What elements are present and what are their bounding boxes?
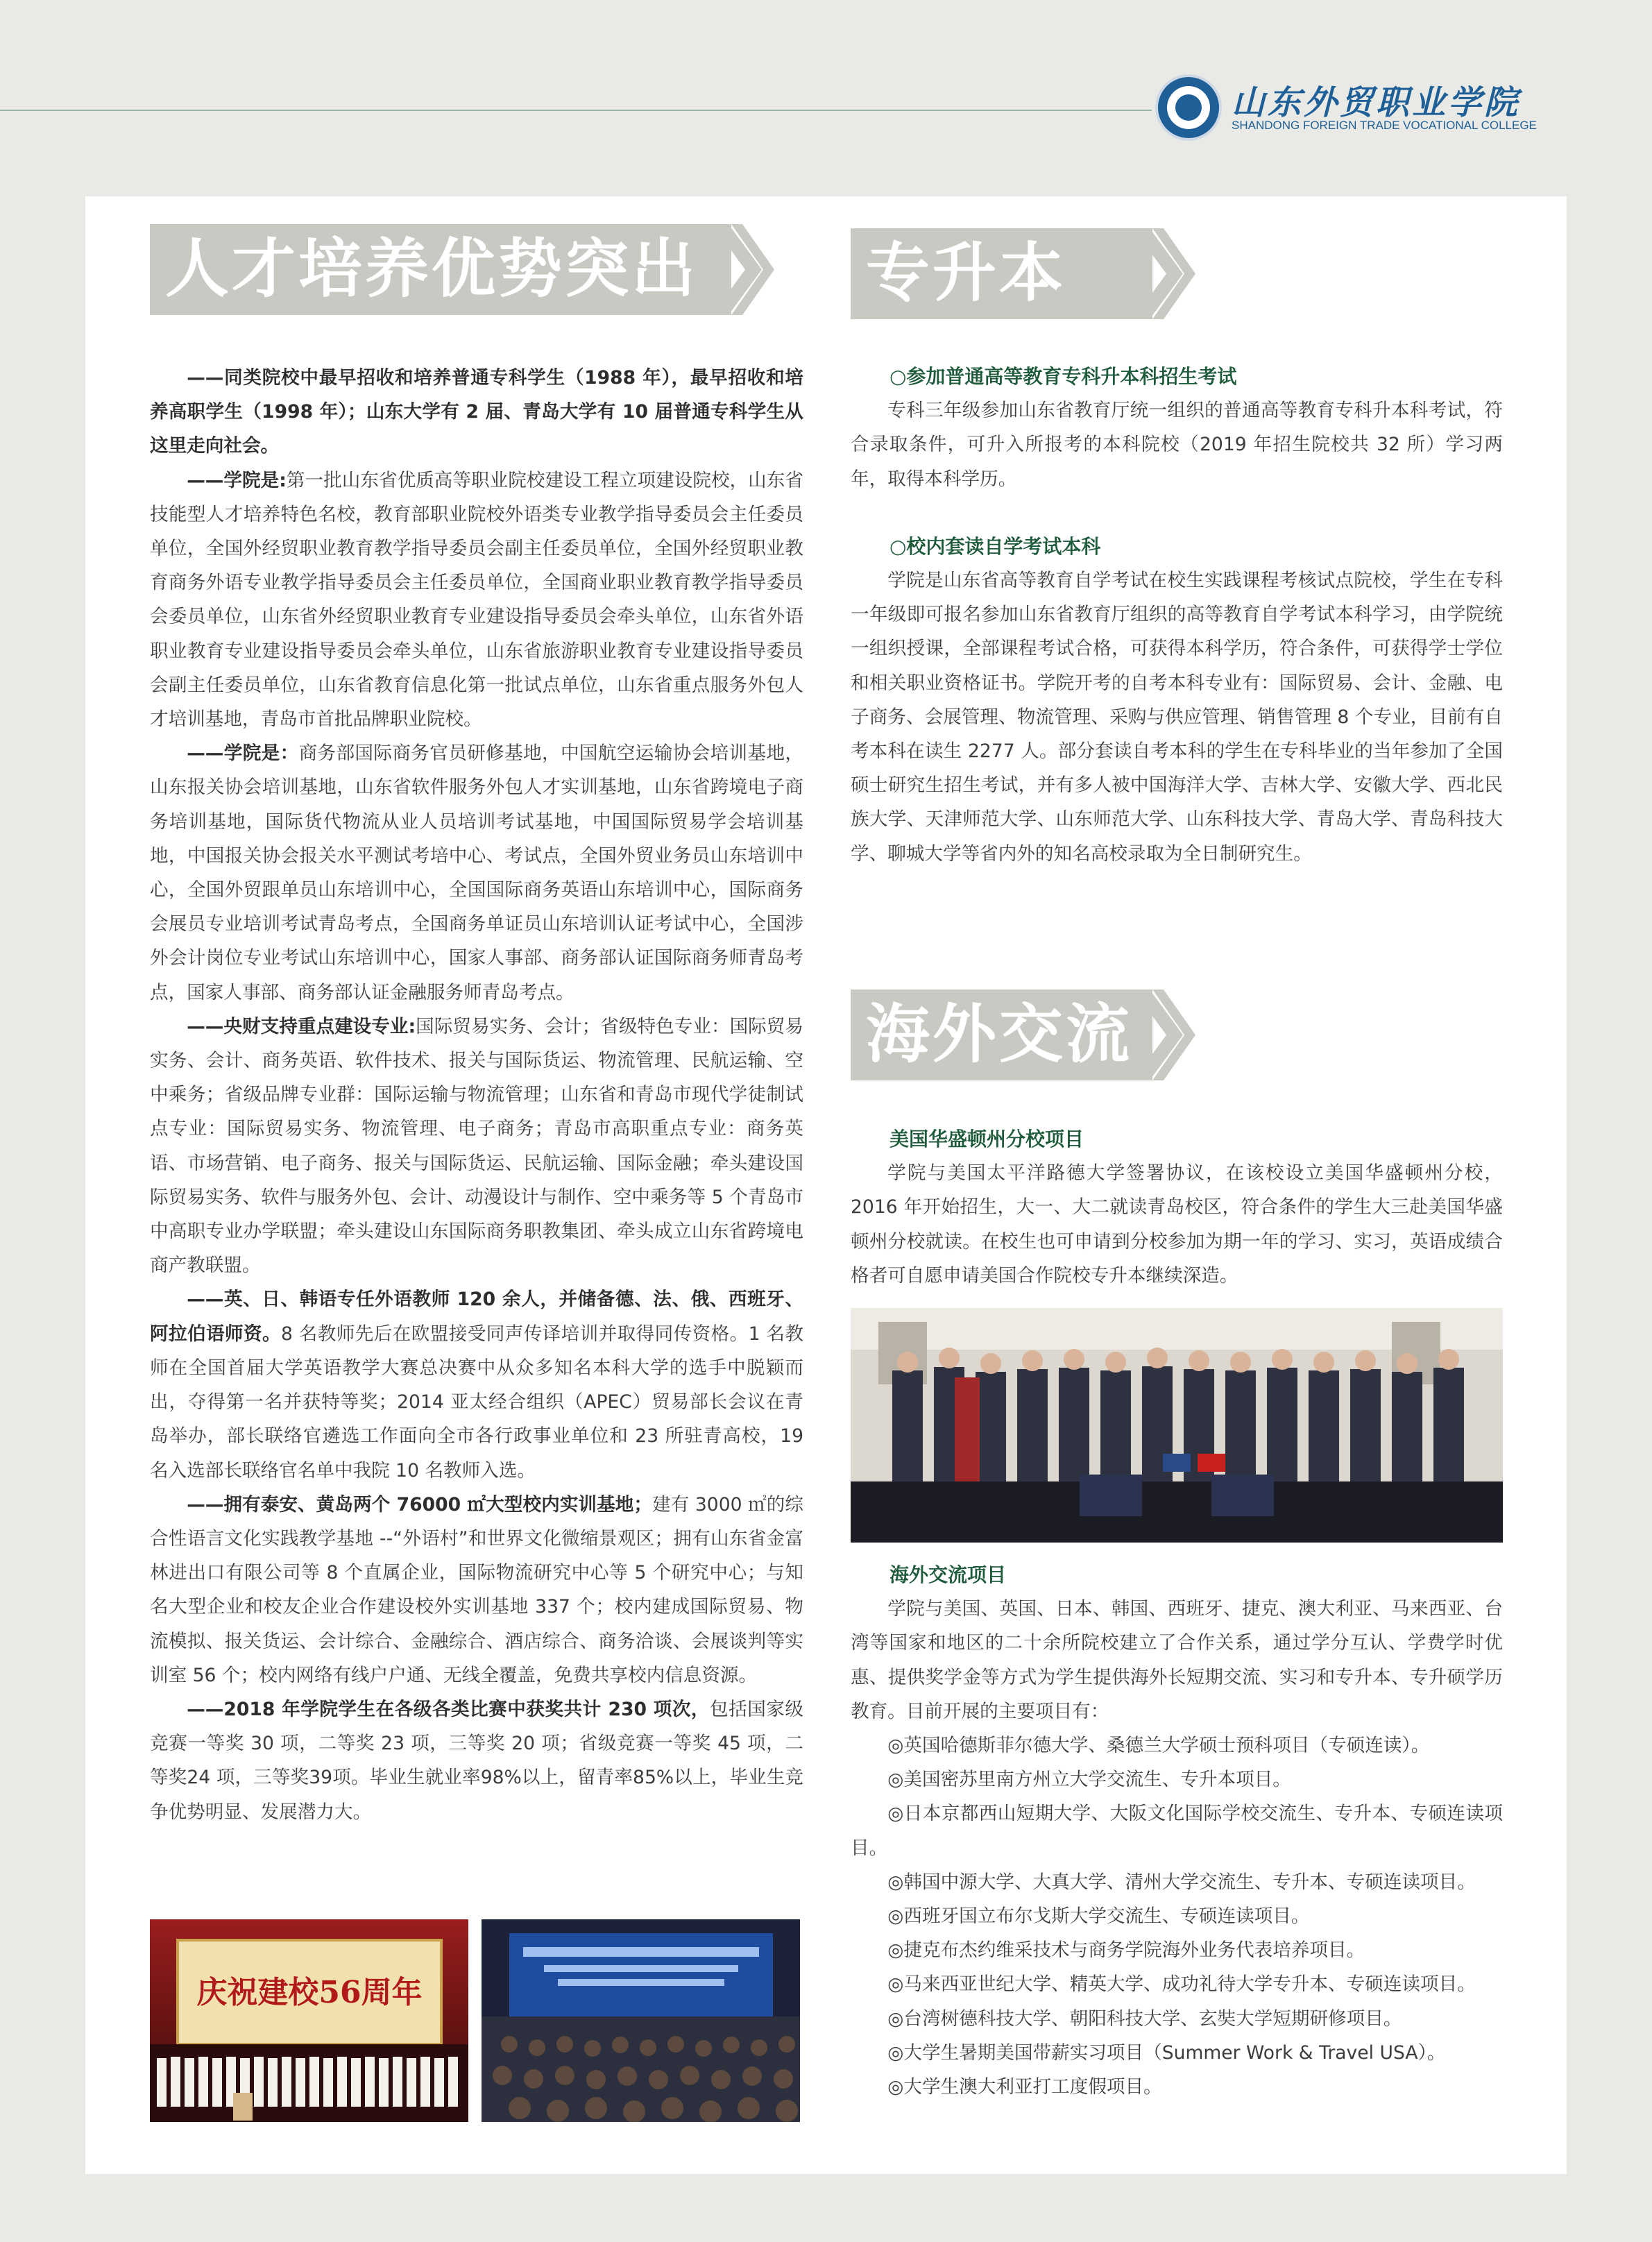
para-awards xyxy=(150,1692,803,1829)
heading-talent xyxy=(150,224,731,315)
heading-upgrade xyxy=(851,228,1152,319)
para-college-is-2-lead: ——学院是： xyxy=(187,742,299,765)
para-college-is-1-text: 第一批山东省优质高等职业院校建设工程立项建设院校，山东省技能型人才培养特色名校，教育部职业院校外语类专业教学指导委员会主任委员单位，全国外经贸职业教育教学指导委员会副主任委员单位，全国外经贸职业教育商务外语专业教学指导委员会主任委员单位，全国商业职业教育教学指导委员会委员单位，山东省外经贸职业教育专业建设指导委员会牵头单位，山东省外语职业教育专业建设指导委员会牵头单位，山东省旅游职业教育专业建设指导委员会副主任委员单位，山东省教育信息化第一批试点单位，山东省重点服务外包人才培训基地，青岛市首批品牌职业院校。 xyxy=(150,469,804,731)
heading-overseas-text: 海外交流 xyxy=(866,996,1133,1071)
chevron-arrow-icon xyxy=(712,224,774,315)
para-college-is-2 xyxy=(150,736,803,1010)
para-teachers xyxy=(150,1282,803,1487)
para-awards-lead: ——2018 年学院学生在各级各类比赛中获奖共计 230 项次， xyxy=(187,1698,710,1720)
para-majors-text: 国际贸易实务、会计；省级特色专业：国际贸易实务、会计、商务英语、软件技术、报关与国际货运、物流管理、民航运输、空中乘务；省级品牌专业群：国际运输与物流管理；山东省和青岛市现代学徒制试点专业：国际贸易实务、物流管理、电子商务；青岛市高职重点专业：商务英语、市场营销、电子商务、报关与国际货运、民航运输、国际金融；牵头建设国际贸易实务、软件与服务外包、会计、动漫设计与制作、空中乘务等 5 个青岛市中高职专业办学联盟；牵头建设山东国际商务职教集团、牵头成立山东省跨境电商产教联盟。 xyxy=(150,1015,804,1277)
heading-talent-text: 人才培养优势突出 xyxy=(165,231,699,306)
list-item: ◎大学生澳大利亚打工度假项目。 xyxy=(887,2076,1162,2098)
header-rule xyxy=(0,110,1152,111)
college-seal-icon xyxy=(1155,74,1222,141)
para-majors-lead: ——央财支持重点建设专业: xyxy=(187,1015,416,1037)
sub-heading-overseas-projects: 海外交流项目 xyxy=(889,1563,1007,1586)
right-column-overseas-2 xyxy=(851,1558,1503,2104)
para-overseas-projects: 学院与美国、英国、日本、韩国、西班牙、捷克、澳大利亚、马来西亚、台湾等国家和地区的二十余所院校建立了合作关系，通过学分互认、学费学时优惠、提供奖学金等方式为学生提供海外长短期交流、实习和专升本、专升硕学历教育。目前开展的主要项目有： xyxy=(851,1598,1503,1722)
list-item: ◎韩国中源大学、大真大学、清州大学交流生、专升本、专硕连读项目。 xyxy=(887,1871,1476,1893)
para-self-study: 学院是山东省高等教育自学考试在校生实践课程考核试点院校，学生在专科一年级即可报名参加山东省教育厅组织的高等教育自学考试本科学习，由学院统一组织授课，全部课程考试合格，可获得本科学历，符合条件，可获得学士学位和相关职业资格证书。学院开考的自考本科专业有：国际贸易、会计、金融、电子商务、会展管理、物流管理、采购与供应管理、销售管理 8 个专业，目前有自考本科在读生 2277 人。部分套读自考本科的学生在专科毕业的当年参加了全国硕士研究生招生考试，并有多人被中国海洋大学、吉林大学、安徽大学、西北民族大学、天津师范大学、山东师范大学、山东科技大学、青岛大学、青岛科技大学、聊城大学等省内外的知名高校录取为全日制研究生。 xyxy=(851,570,1503,865)
right-column-upgrade xyxy=(851,359,1503,871)
right-column-overseas-1 xyxy=(851,1122,1503,1293)
chevron-arrow-icon xyxy=(1133,990,1195,1080)
anniversary-banner-text: 庆祝建校56周年 xyxy=(196,1975,423,2010)
sub-heading-washington: 美国华盛顿州分校项目 xyxy=(889,1128,1084,1150)
list-item: ◎英国哈德斯菲尔德大学、桑德兰大学硕士预科项目（专硕连读）。 xyxy=(887,1735,1430,1757)
para-facilities-lead: ——拥有泰安、黄岛两个 76000 ㎡大型校内实训基地； xyxy=(187,1493,652,1515)
list-item: ◎西班牙国立布尔戈斯大学交流生、专硕连读项目。 xyxy=(887,1905,1310,1928)
para-college-is-2-text: 商务部国际商务官员研修基地，中国航空运输协会培训基地，山东报关协会培训基地，山东省软件服务外包人才实训基地，山东省跨境电子商务培训基地，国际货代物流从业人员培训考试基地，中国国际贸易学会培训基地，中国报关协会报关水平测试考培中心、考试点，全国外贸业务员山东培训中心，全国外贸跟单员山东培训中心，全国国际商务英语山东培训中心，国际商务会展员专业培训考试青岛考点，全国商务单证员山东培训认证考试中心，全国涉外会计岗位专业考试山东培训中心，国家人事部、商务部认证国际商务师青岛考点，国家人事部、商务部认证金融服务师青岛考点。 xyxy=(150,742,804,1003)
heading-overseas xyxy=(851,990,1152,1080)
list-item: ◎捷克布杰约维采技术与商务学院海外业务代表培养项目。 xyxy=(887,1939,1365,1962)
para-college-is-1 xyxy=(150,464,803,737)
para-history xyxy=(150,361,803,464)
para-college-is-1-lead: ——学院是: xyxy=(187,469,287,491)
para-majors xyxy=(150,1010,803,1283)
para-exam: 专科三年级参加山东省教育厅统一组织的普通高等教育专科升本科考试，符合录取条件，可升入所报考的本科院校（2019 年招生院校共 32 所）学习两年，取得本科学历。 xyxy=(851,400,1503,490)
logo-chinese-name: 山东外贸职业学院 xyxy=(1232,83,1521,122)
chevron-arrow-icon xyxy=(1133,228,1195,319)
college-logo xyxy=(1155,73,1544,149)
left-column xyxy=(150,361,803,1829)
photo-conference-hall xyxy=(482,1919,800,2122)
sub-heading-exam: ○参加普通高等教育专科升本科招生考试 xyxy=(889,365,1237,388)
list-item: ◎台湾树德科技大学、朝阳科技大学、玄奘大学短期研修项目。 xyxy=(887,2007,1402,2030)
para-awards-text: 包括国家级竞赛一等奖 30 项，二等奖 23 项，三等奖 20 项；省级竞赛一等奖 45 项，二等奖24 项，三等奖39项。毕业生就业率98%以上，留青率85%以上，毕业生竞争优势明显、发展潜力大。 xyxy=(150,1698,803,1823)
sub-heading-self-study: ○校内套读自学考试本科 xyxy=(889,534,1101,558)
photo-anniversary-ceremony xyxy=(150,1919,468,2122)
photo-signing-ceremony xyxy=(851,1308,1503,1543)
list-item: ◎大学生暑期美国带薪实习项目（Summer Work & Travel USA）。 xyxy=(887,2041,1446,2064)
list-item: ◎美国密苏里南方州立大学交流生、专升本项目。 xyxy=(887,1769,1291,1791)
logo-english-name: SHANDONG FOREIGN TRADE VOCATIONAL COLLEGE xyxy=(1232,119,1537,132)
para-washington: 学院与美国太平洋路德大学签署协议，在该校设立美国华盛顿州分校，2016 年开始招生，大一、大二就读青岛校区，符合条件的学生大三赴美国华盛顿州分校就读。在校生也可申请到分校参加为期一年的学习、实习，英语成绩合格者可自愿申请美国合作院校专升本继续深造。 xyxy=(851,1162,1503,1286)
para-teachers-lead: ——英、日、韩语专任外语教师 120 余人，并储备德、法、俄、西班牙、阿拉伯语师资。 xyxy=(150,1289,803,1345)
para-facilities-text: 建有 3000 ㎡的综合性语言文化实践教学基地 --“外语村”和世界文化微缩景观区；拥有山东省金富林进出口有限公司等 8 个直属企业，国际物流研究中心等 5 个研究中心；与知名大型企业和校友企业合作建设校外实训基地 337 个；校内建成国际贸易、物流模拟、报关货运、会计综合、金融综合、酒店综合、商务洽谈、会展谈判等实训室 56 个；校内网络有线户户通、无线全覆盖，免费共享校内信息资源。 xyxy=(150,1493,803,1686)
list-item: ◎日本京都西山短期大学、大阪文化国际学校交流生、专升本、专硕连读项目。 xyxy=(851,1803,1503,1859)
para-history-text: ——同类院校中最早招收和培养普通专科学生（1988 年），最早招收和培养高职学生（1998 年）；山东大学有 2 届、青岛大学有 10 届普通专科学生从这里走向社会。 xyxy=(150,367,803,457)
heading-upgrade-text: 专升本 xyxy=(866,235,1066,310)
para-teachers-text: 8 名教师先后在欧盟接受同声传译培训并取得同传资格。1 名教师在全国首届大学英语教学大赛总决赛中从众多知名本科大学的选手中脱颖而出，夺得第一名并获特等奖；2014 亚太经合组织（APEC）贸易部长会议在青岛举办，部长联络官遴选工作面向全市各行政事业单位和 23 所驻青高校，19 名入选部长联络官名单中我院 10 名教师入选。 xyxy=(150,1323,803,1481)
para-facilities xyxy=(150,1488,803,1692)
list-item: ◎马来西亚世纪大学、精英大学、成功礼待大学专升本、专硕连读项目。 xyxy=(887,1973,1476,1996)
